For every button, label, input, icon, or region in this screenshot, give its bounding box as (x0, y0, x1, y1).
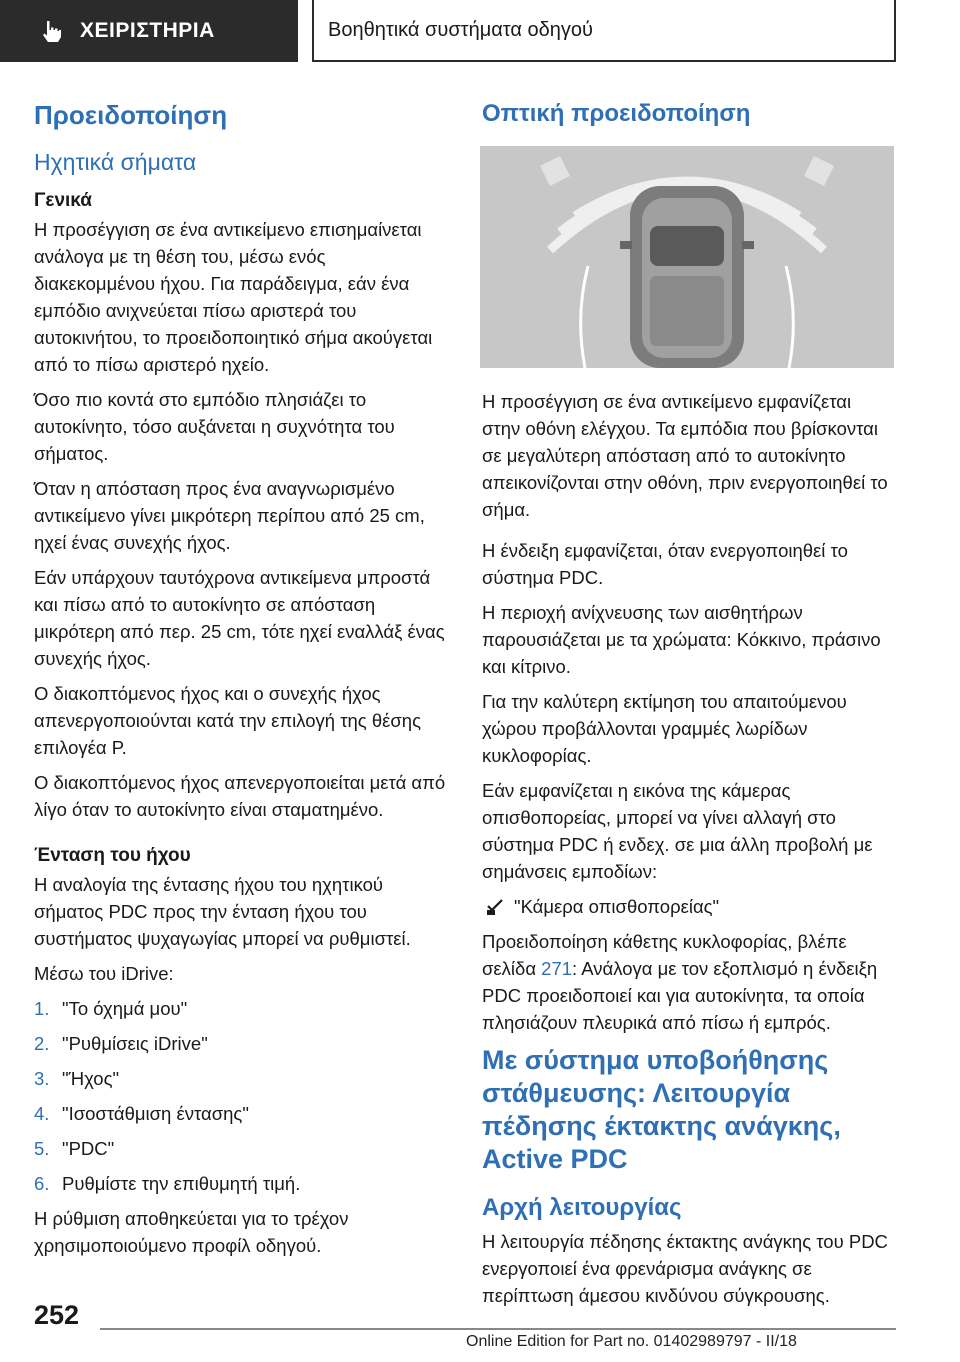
pdc-car-illustration (480, 146, 894, 368)
paragraph: Η περιοχή ανίχνευσης των αισθητήρων παρουσιάζεται με τα χρώματα: Κόκκινο, πράσινο και κίτρινο. (482, 602, 881, 677)
paragraph: Ο διακοπτόμενος ήχος απενεργοποιείται μετά από λίγο όταν το αυτοκίνητο είναι σταματημένο. (34, 772, 446, 820)
page-link-271[interactable]: 271 (541, 958, 573, 979)
list-item: 2. "Ρυθμίσεις iDrive" (34, 1033, 208, 1054)
paragraph: Εάν εμφανίζεται η εικόνα της κάμερας οπισθοπορείας, μπορεί να γίνει αλλαγή στο σύστημα PDC ή ενδεχ. σε μια άλλη προβολή με σημάνσεις εμποδίων: (482, 780, 873, 882)
footer-edition: Online Edition for Part no. 01402989797 - II/18 (466, 1333, 797, 1350)
camera-line (482, 893, 894, 920)
paragraph: Όταν η απόσταση προς ένα αναγνωρισμένο αντικείμενο γίνει μικρότερη περίπου από 25 cm, ηχεί ένας συνεχής ήχος. (34, 478, 425, 553)
heading-visual-warning: Οπτική προειδοποίηση (482, 100, 751, 127)
paragraph: Όσο πιο κοντά στο εμπόδιο πλησιάζει το αυτοκίνητο, τόσο αυξάνεται η συχνότητα του σήματος. (34, 389, 395, 464)
list-item: 5. "PDC" (34, 1138, 115, 1159)
paragraph: Ο διακοπτόμενος ήχος και ο συνεχής ήχος απενεργοποιούνται κατά την επιλογή της θέσης επιλογέα P. (34, 683, 422, 758)
chapter-tab (0, 0, 298, 62)
section-title: Βοηθητικά συστήματα οδηγού (328, 18, 593, 41)
heading-general: Γενικά (34, 190, 92, 211)
right-column (482, 100, 894, 1317)
paragraph: Η ένδειξη εμφανίζεται, όταν ενεργοποιηθεί το σύστημα PDC. (482, 540, 848, 588)
section-tab (312, 0, 896, 62)
page-number: 252 (34, 1300, 80, 1330)
idrive-steps-list (34, 995, 446, 1197)
list-item: 3. "Ήχος" (34, 1068, 120, 1089)
footer-divider (100, 1328, 896, 1330)
rear-camera-icon (486, 898, 504, 916)
list-item: 4. "Ισοστάθμιση έντασης" (34, 1103, 249, 1124)
left-column (34, 100, 446, 1267)
paragraph: Μέσω του iDrive: (34, 963, 174, 984)
heading-warning: Προειδοποίηση (34, 100, 228, 130)
paragraph: Η προσέγγιση σε ένα αντικείμενο επισημαίνεται ανάλογα με τη θέση του, μέσω ενός διακεκομμένου ήχου. Για παράδειγμα, εάν ένα εμπόδιο ανιχνεύεται πίσω αριστερά του αυτοκινήτου, το προειδοποιητικό σήμα ακούγεται από το πίσω αριστερό ηχείο. (34, 219, 433, 375)
camera-label: "Κάμερα οπισθοπορείας" (514, 896, 720, 917)
paragraph: Για την καλύτερη εκτίμηση του απαιτούμενου χώρου προβάλλονται γραμμές λωρίδων κυκλοφορίας. (482, 691, 847, 766)
heading-park-assistant: Με σύστημα υποβοήθησης στάθμευσης: Λειτουργία πέδησης έκτακτης ανάγκης, Active PDC (482, 1045, 841, 1174)
heading-principle: Αρχή λειτουργίας (482, 1194, 682, 1221)
paragraph: Η ρύθμιση αποθηκεύεται για το τρέχον χρησιμοποιούμενο προφίλ οδηγού. (34, 1208, 349, 1256)
list-item: 6. Ρυθμίστε την επιθυμητή τιμή. (34, 1173, 301, 1194)
paragraph-cross-traffic: Προειδοποίηση κάθετης κυκλοφορίας, βλέπε σελίδα 271: Ανάλογα με τον εξοπλισμό η ένδειξη PDC προειδοποιεί και για αυτοκίνητα, τα οποία πλησιάζουν πλευρικά από πίσω ή εμπρός. (482, 931, 878, 1033)
chapter-title: ΧΕΙΡΙΣΤΗΡΙΑ (80, 19, 215, 42)
hand-pointer-icon (38, 18, 64, 44)
paragraph: Εάν υπάρχουν ταυτόχρονα αντικείμενα μπροστά και πίσω από το αυτοκίνητο σε απόσταση μικρότερη από περ. 25 cm, τότε ηχεί εναλλάξ ένας συνεχής ήχος. (34, 567, 445, 669)
heading-volume: Ένταση του ήχου (34, 845, 191, 866)
paragraph: Η προσέγγιση σε ένα αντικείμενο εμφανίζεται στην οθόνη ελέγχου. Τα εμπόδια που βρίσκονται σε μεγαλύτερη απόσταση από το αυτοκίνητο απεικονίζονται στην οθόνη, πριν ενεργοποιηθεί το σήμα. (482, 391, 888, 520)
paragraph: Η λειτουργία πέδησης έκτακτης ανάγκης του PDC ενεργοποιεί ένα φρενάρισμα ανάγκης σε περίπτωση άμεσου κινδύνου σύγκρουσης. (482, 1231, 888, 1306)
paragraph: Η αναλογία της έντασης ήχου του ηχητικού σήματος PDC προς την ένταση ήχου του συστήματος ψυχαγωγίας μπορεί να ρυθμιστεί. (34, 874, 411, 949)
list-item: 1. "Το όχημά μου" (34, 998, 188, 1019)
heading-acoustic-signals: Ηχητικά σήματα (34, 149, 197, 175)
car-top-view-image (480, 146, 894, 368)
